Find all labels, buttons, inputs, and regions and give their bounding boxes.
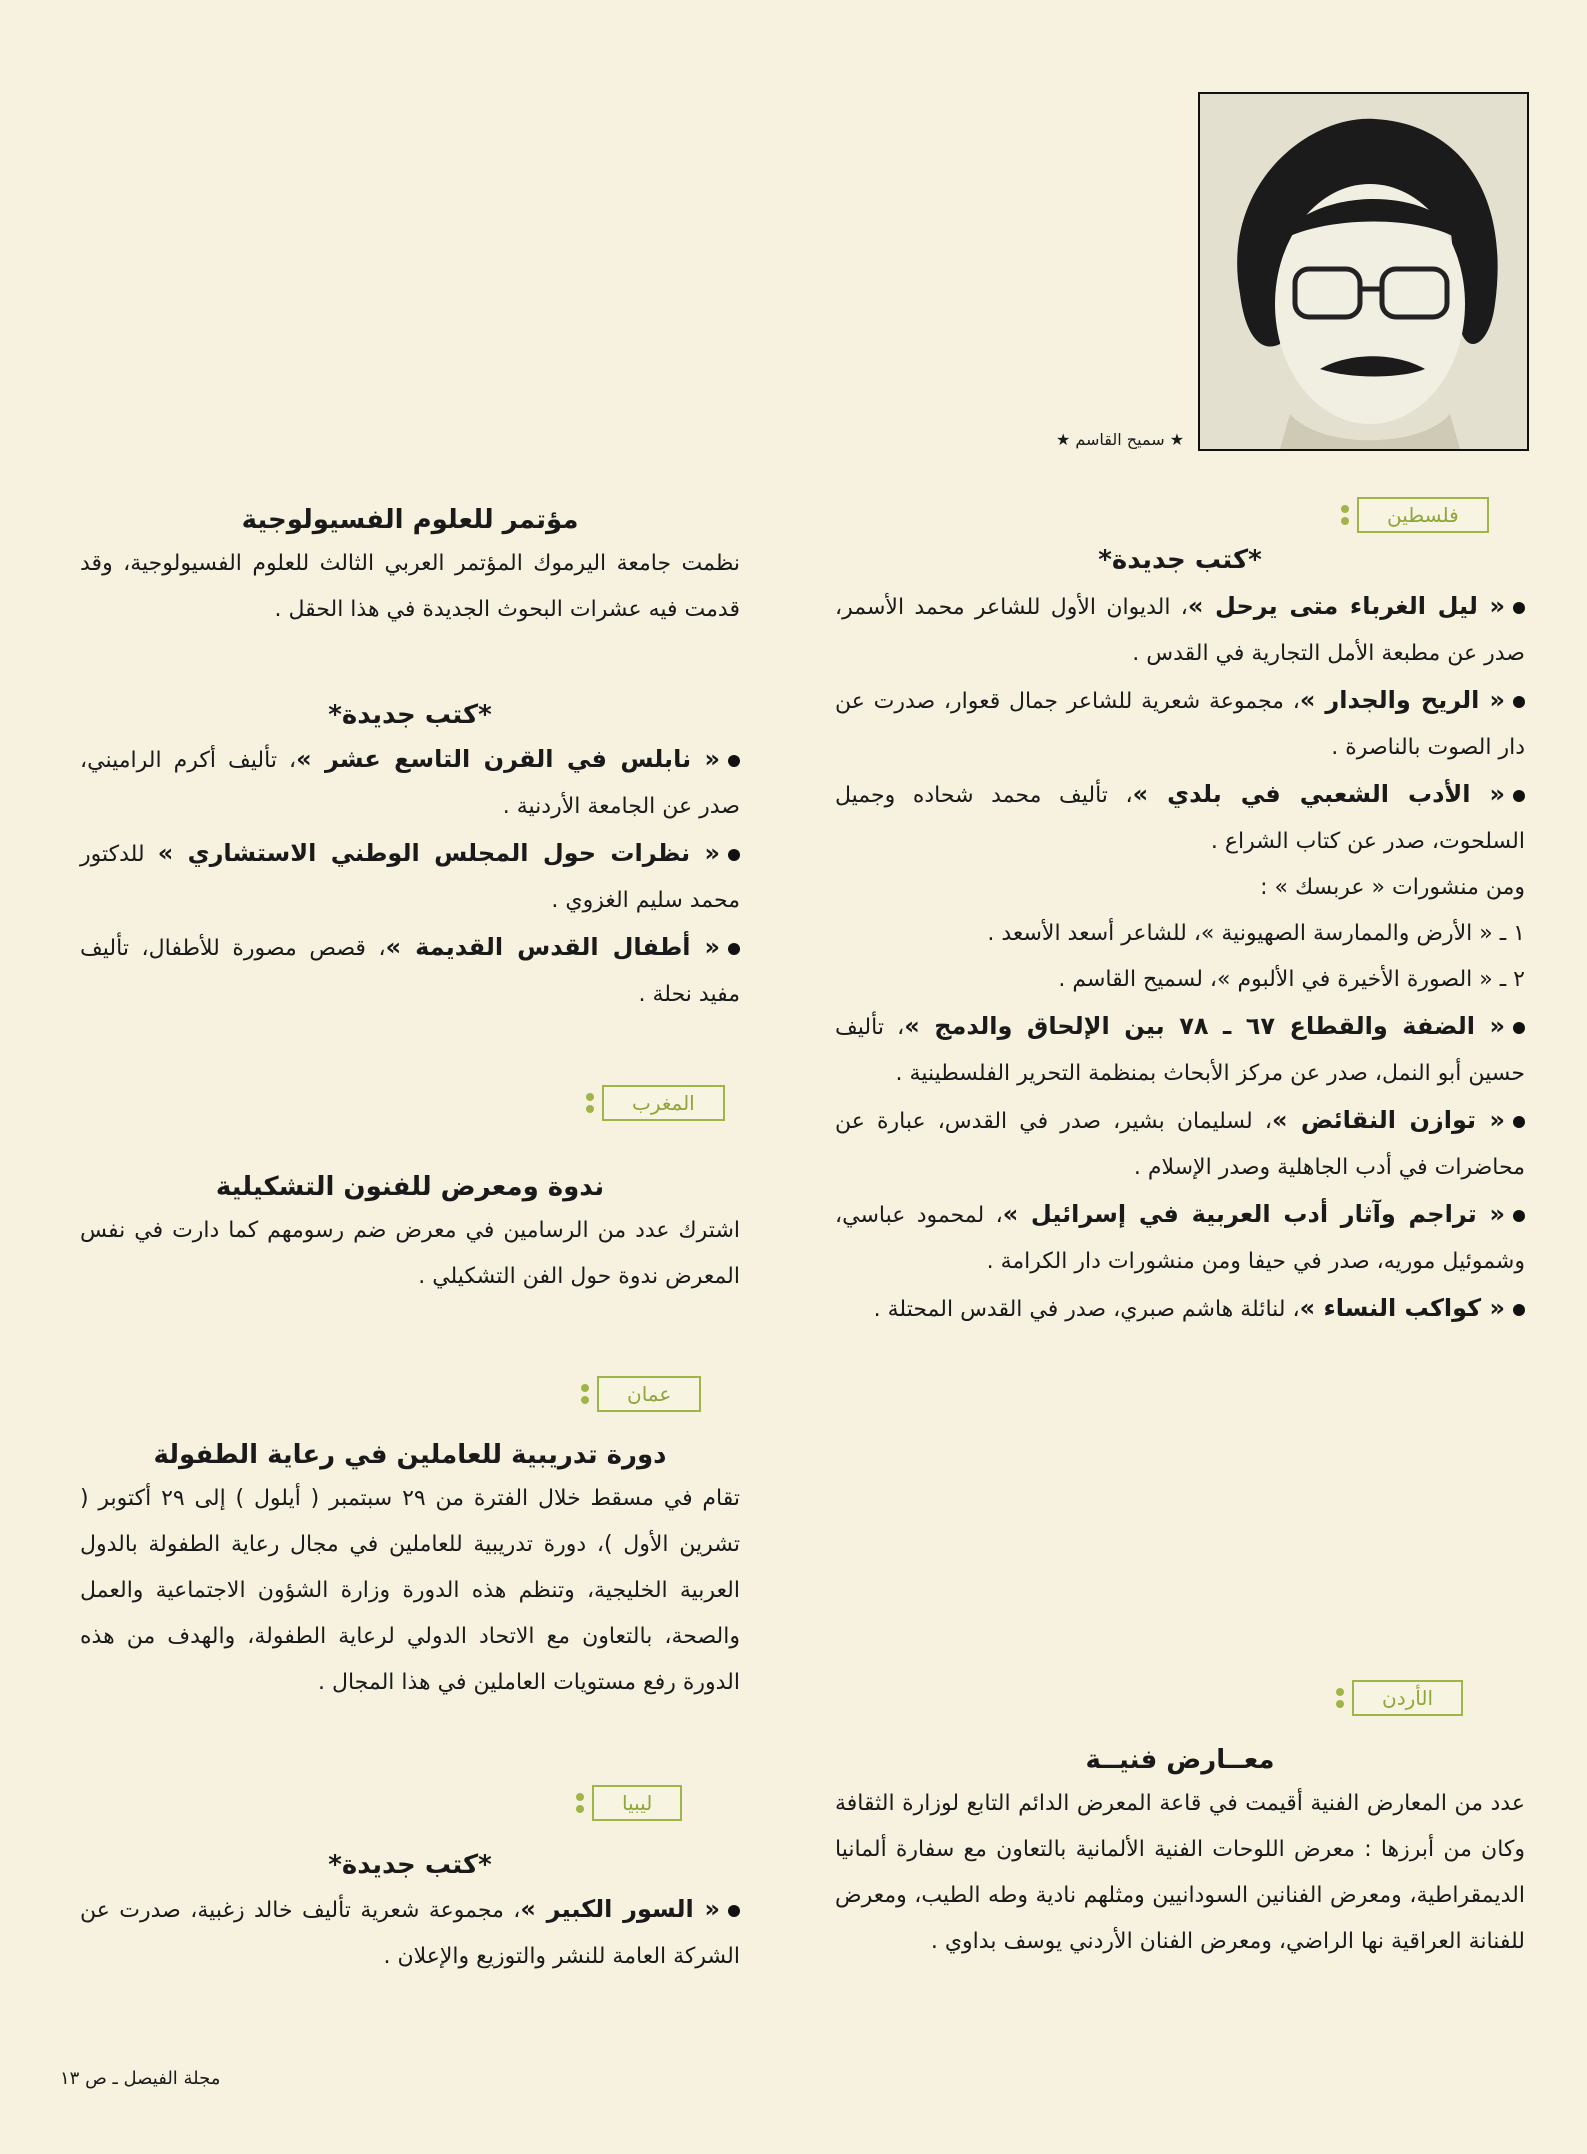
list-item: « السور الكبير »، مجموعة شعرية تأليف خالد زغبية، صدرت عن الشركة العامة للنشر والتوزيع والإعلان .	[80, 1895, 740, 1969]
bullet-icon	[1513, 602, 1525, 614]
bullet-icon	[1513, 1022, 1525, 1034]
section-heading: معــارض فنيــة	[1085, 1745, 1275, 1775]
section-heading: ندوة ومعرض للفنون التشكيلية	[215, 1172, 605, 1202]
bullet-icon	[728, 943, 740, 955]
tag-dots-icon	[570, 1793, 584, 1813]
bullet-icon	[1513, 696, 1525, 708]
list-item: « أطفال القدس القديمة »، قصص مصورة للأطفال، تأليف مفيد نحلة .	[80, 933, 740, 1007]
publisher-intro: ومن منشورات « عربسك » :	[1260, 875, 1525, 900]
bullet-icon	[1513, 790, 1525, 802]
tag-label: ليبيا	[592, 1785, 682, 1821]
tag-dots-icon	[575, 1384, 589, 1404]
palestine-section	[835, 545, 1525, 1333]
section-tag-jordan	[1330, 1680, 1463, 1716]
photo-caption: ★ سميح القاسم ★	[1055, 430, 1185, 449]
section-text: نظمت جامعة اليرموك المؤتمر العربي الثالث للعلوم الفسيولوجية، وقد قدمت فيه عشرات البحوث الجديدة في هذا الحقل .	[80, 551, 740, 622]
section-tag-morocco	[580, 1085, 725, 1121]
numbered-item: ١ ـ « الأرض والممارسة الصهيونية »، للشاعر أسعد الأسعد .	[987, 921, 1525, 946]
section-text: تقام في مسقط خلال الفترة من ٢٩ سبتمبر ( أيلول ) إلى ٢٩ أكتوبر ( تشرين الأول )، دورة تدريبية للعاملين في مجال رعاية الطفولة بالدول العربية الخليجية، وتنظم هذه الدورة وزارة الشؤون الاجتماعية والعمل والصحة، بالتعاون مع الاتحاد الدولي لرعاية الطفولة، والهدف من هذه الدورة رفع مستويات العاملين في هذا المجال .	[80, 1486, 741, 1695]
bullet-icon	[728, 755, 740, 767]
libya-section	[80, 1850, 740, 1980]
section-tag-libya	[570, 1785, 682, 1821]
bullet-icon	[1513, 1116, 1525, 1128]
tag-label: المغرب	[602, 1085, 725, 1121]
list-item: « نظرات حول المجلس الوطني الاستشاري » للدكتور محمد سليم الغزوي .	[80, 839, 740, 913]
section-heading: دورة تدريبية للعاملين في رعاية الطفولة	[153, 1440, 667, 1470]
section-text: عدد من المعارض الفنية أقيمت في قاعة المعرض الدائم التابع لوزارة الثقافة وكان من أبرزها : معرض اللوحات الفنية الألمانية بالتعاون مع سفارة ألمانيا الديمقراطية، ومعرض الفنانين السودانيين ومثلهم نادية وطه الطيب، ومعرض للفنانة العراقية نها الراضي، ومعرض الفنان الأردني يوسف بداوي .	[835, 1791, 1525, 1954]
oman-section	[80, 1440, 740, 1706]
portrait-image	[1200, 94, 1527, 449]
yarmouk-section	[80, 505, 740, 633]
bullet-icon	[1513, 1210, 1525, 1222]
tag-label: الأردن	[1352, 1680, 1463, 1716]
list-item: « الريح والجدار »، مجموعة شعرية للشاعر جمال قعوار، صدرت عن دار الصوت بالناصرة .	[835, 686, 1525, 760]
section-tag-palestine	[1335, 497, 1489, 533]
portrait-photo	[1198, 92, 1529, 451]
list-item: « الأدب الشعبي في بلدي »، تأليف محمد شحاده وجميل السلحوت، صدر عن كتاب الشراع .	[835, 780, 1525, 854]
bullet-icon	[728, 1905, 740, 1917]
tag-dots-icon	[580, 1093, 594, 1113]
list-item: « ليل الغرباء متى يرحل »، الديوان الأول للشاعر محمد الأسمر، صدر عن مطبعة الأمل التجارية في القدس .	[835, 592, 1525, 666]
section-text: اشترك عدد من الرسامين في معرض ضم رسومهم كما دارت في نفس المعرض ندوة حول الفن التشكيلي .	[80, 1218, 740, 1289]
jordan-books-section	[80, 700, 740, 1018]
bullet-icon	[1513, 1304, 1525, 1316]
tag-label: عمان	[597, 1376, 701, 1412]
tag-dots-icon	[1330, 1688, 1344, 1708]
section-heading: مؤتمر للعلوم الفسيولوجية	[241, 505, 579, 535]
list-item: « توازن النقائض »، لسليمان بشير، صدر في القدس، عبارة عن محاضرات في أدب الجاهلية وصدر الإسلام .	[835, 1106, 1525, 1180]
numbered-item: ٢ ـ « الصورة الأخيرة في الألبوم »، لسميح القاسم .	[1058, 967, 1525, 992]
bullet-icon	[728, 849, 740, 861]
tag-label: فلسطين	[1357, 497, 1489, 533]
list-item: « تراجم وآثار أدب العربية في إسرائيل »، لمحمود عباسي، وشموئيل موريه، صدر في حيفا ومن منشورات دار الكرامة .	[835, 1200, 1525, 1274]
list-item: « نابلس في القرن التاسع عشر »، تأليف أكرم الراميني، صدر عن الجامعة الأردنية .	[80, 745, 740, 819]
tag-dots-icon	[1335, 505, 1349, 525]
section-tag-oman	[575, 1376, 701, 1412]
section-heading: *كتب جديدة*	[328, 700, 492, 730]
section-heading: *كتب جديدة*	[1098, 545, 1262, 575]
page-footer: مجلة الفيصل ـ ص ١٣	[60, 2068, 221, 2089]
list-item: « كواكب النساء »، لنائلة هاشم صبري، صدر في القدس المحتلة .	[835, 1285, 1525, 1333]
section-heading: *كتب جديدة*	[328, 1850, 492, 1880]
jordan-exhibitions-section	[835, 1745, 1525, 1965]
morocco-section	[80, 1172, 740, 1300]
list-item: « الضفة والقطاع ٦٧ ـ ٧٨ بين الإلحاق والدمج »، تأليف حسين أبو النمل، صدر عن مركز الأبحاث بمنظمة التحرير الفلسطينية .	[835, 1012, 1525, 1086]
